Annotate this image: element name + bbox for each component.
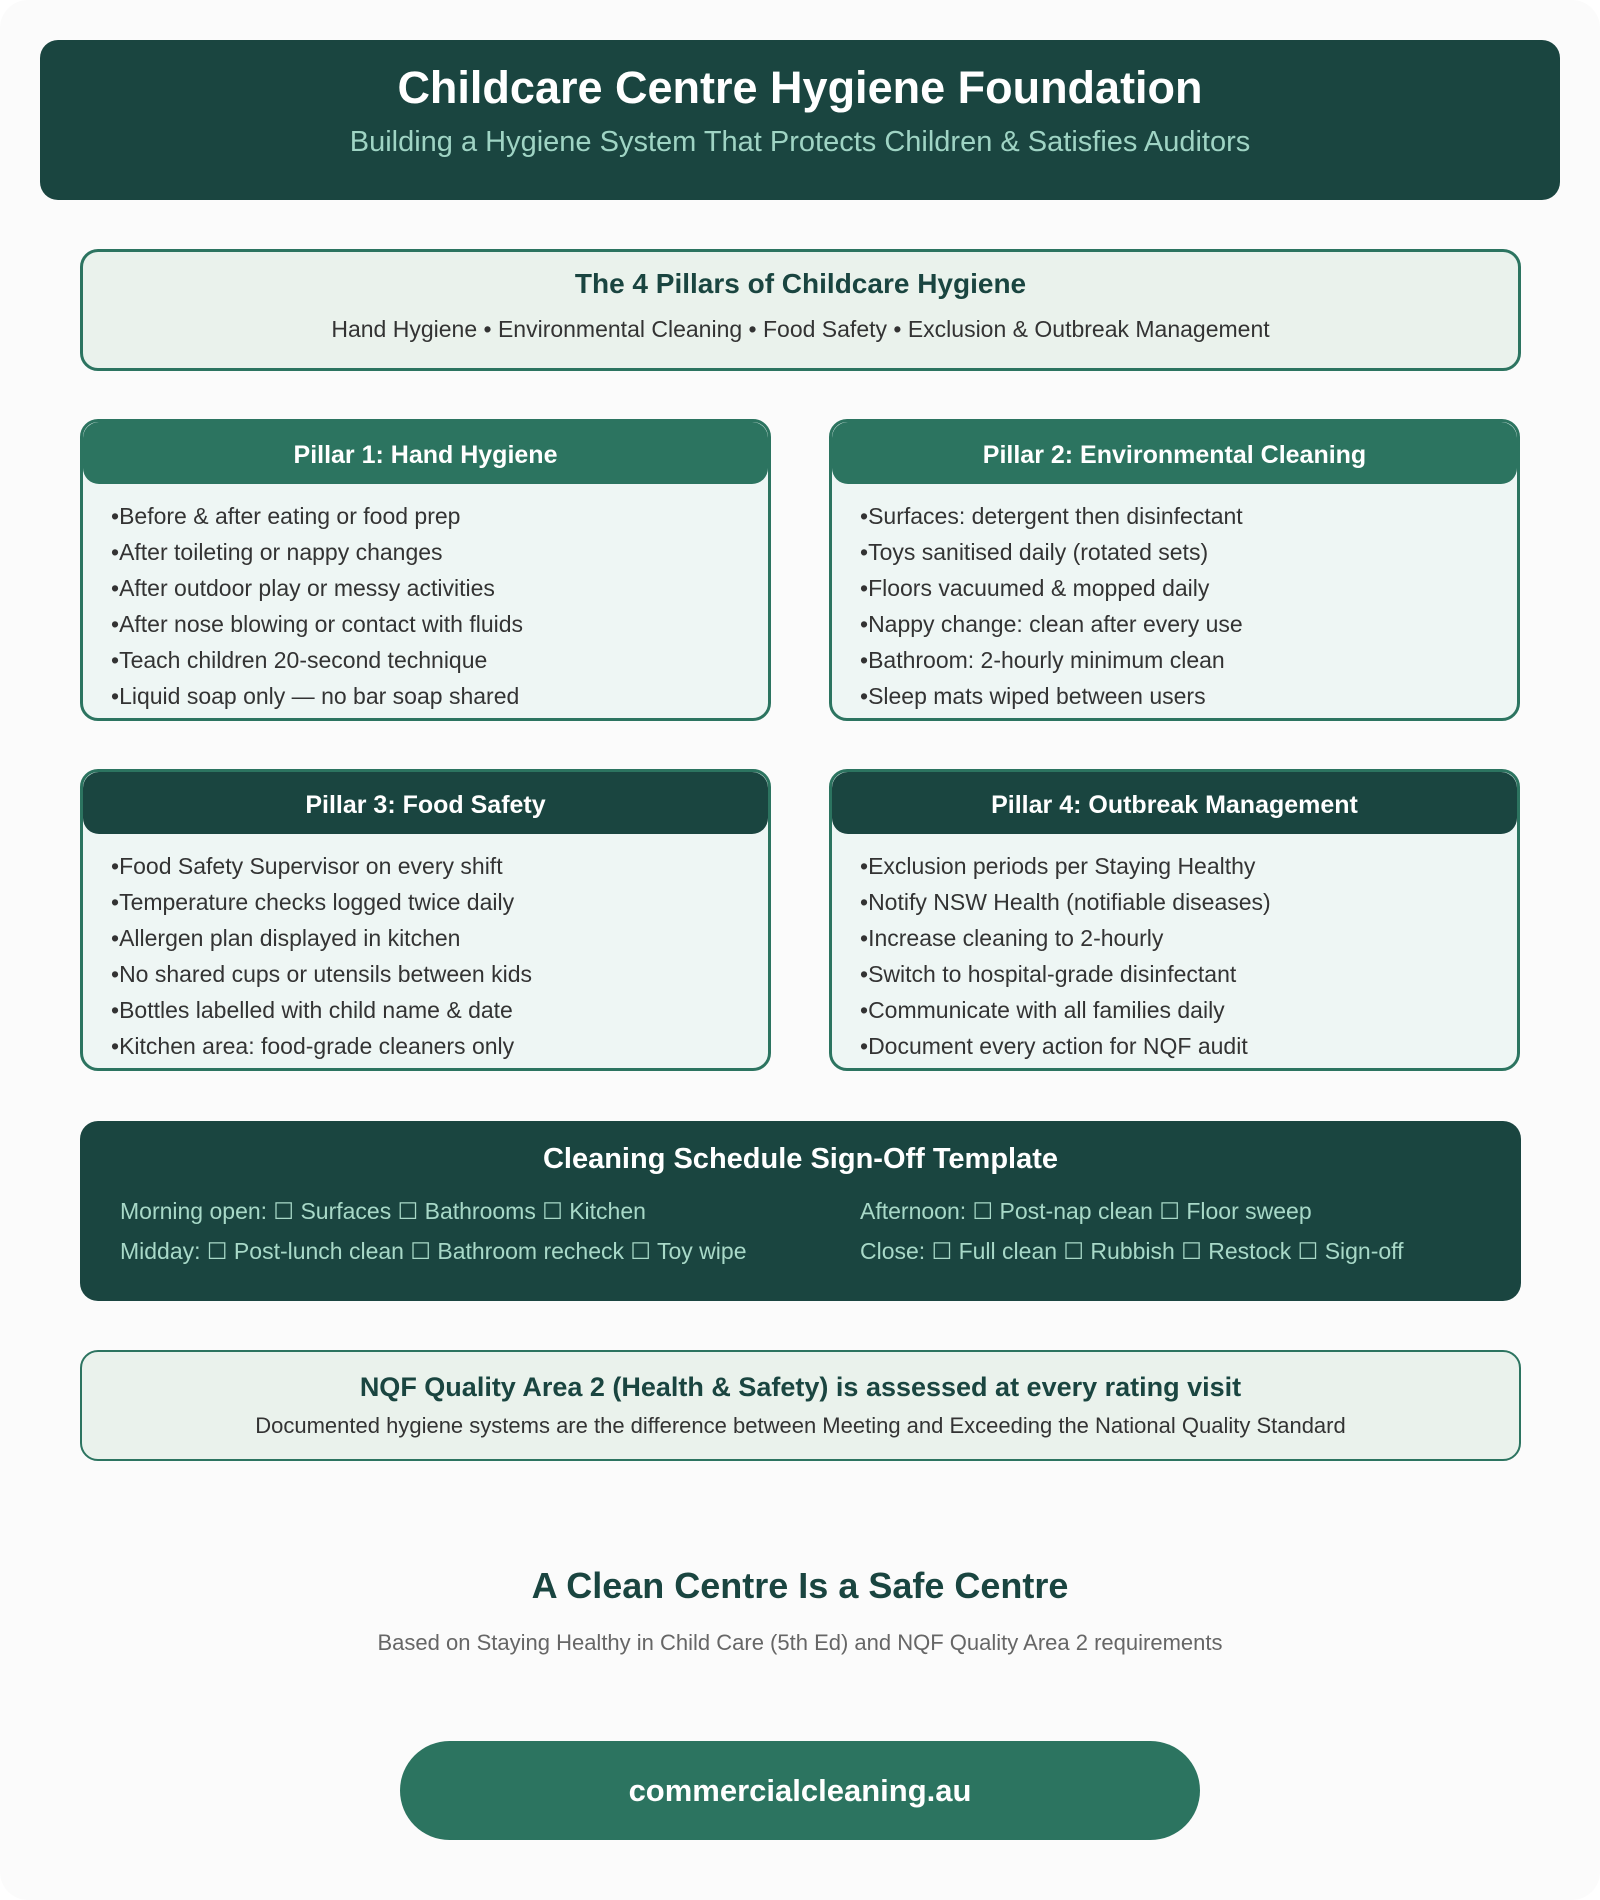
list-item: • Teach children 20-second technique (111, 642, 768, 678)
website-link-button[interactable]: commercialcleaning.au (400, 1741, 1200, 1840)
list-item: • Surfaces: detergent then disinfectant (860, 498, 1517, 534)
list-item: • Communicate with all families daily (860, 992, 1517, 1028)
schedule-close-row: Close: ☐ Full clean ☐ Rubbish ☐ Restock ☐ Sign-off (860, 1238, 1404, 1264)
schedule-title: Cleaning Schedule Sign-Off Template (542, 1143, 1059, 1175)
nqf-callout-title: NQF Quality Area 2 (Health & Safety) is assessed at every rating visit (359, 1372, 1242, 1402)
list-item: • Kitchen area: food-grade cleaners only (111, 1028, 768, 1064)
pillar-card-outbreak-management (829, 769, 1520, 1071)
pillars-summary-items: Hand Hygiene • Environmental Cleaning • Food Safety • Exclusion & Outbreak Management (331, 316, 1270, 342)
list-item: • No shared cups or utensils between kids (111, 956, 768, 992)
list-item: • Allergen plan displayed in kitchen (111, 920, 768, 956)
pillar-card-environmental-cleaning (829, 419, 1520, 721)
nqf-callout-box (80, 1350, 1521, 1461)
pillar-card-title: Pillar 1: Hand Hygiene (83, 422, 768, 484)
page-subtitle: Building a Hygiene System That Protects Children & Satisfies Auditors (349, 126, 1251, 158)
pillar-card-title: Pillar 2: Environmental Cleaning (832, 422, 1517, 484)
nqf-callout-text: Documented hygiene systems are the difference between Meeting and Exceeding the National Quality Standard (255, 1413, 1346, 1438)
list-item: • Food Safety Supervisor on every shift (111, 848, 768, 884)
list-item: • Exclusion periods per Staying Healthy (860, 848, 1517, 884)
list-item: • Bottles labelled with child name & date (111, 992, 768, 1028)
schedule-midday-row: Midday: ☐ Post-lunch clean ☐ Bathroom recheck ☐ Toy wipe (120, 1238, 747, 1264)
list-item: • Before & after eating or food prep (111, 498, 768, 534)
list-item: • Bathroom: 2-hourly minimum clean (860, 642, 1517, 678)
list-item: • Document every action for NQF audit (860, 1028, 1517, 1064)
list-item: • After toileting or nappy changes (111, 534, 768, 570)
list-item: • Switch to hospital-grade disinfectant (860, 956, 1517, 992)
list-item: • After nose blowing or contact with fluids (111, 606, 768, 642)
list-item: • Sleep mats wiped between users (860, 678, 1517, 714)
header-banner (40, 40, 1560, 200)
pillars-summary-box (80, 249, 1521, 371)
list-item: • Floors vacuumed & mopped daily (860, 570, 1517, 606)
list-item: • Toys sanitised daily (rotated sets) (860, 534, 1517, 570)
schedule-morning-row: Morning open: ☐ Surfaces ☐ Bathrooms ☐ Kitchen (120, 1198, 646, 1224)
pillar-card-hand-hygiene (80, 419, 771, 721)
pillar-card-title: Pillar 4: Outbreak Management (832, 772, 1517, 834)
list-item: • Nappy change: clean after every use (860, 606, 1517, 642)
schedule-afternoon-row: Afternoon: ☐ Post-nap clean ☐ Floor sweep (860, 1198, 1312, 1224)
cleaning-schedule-box (80, 1121, 1521, 1301)
pillar-card-title: Pillar 3: Food Safety (83, 772, 768, 834)
list-item: • Increase cleaning to 2-hourly (860, 920, 1517, 956)
closing-source-note: Based on Staying Healthy in Child Care (5th Ed) and NQF Quality Area 2 requirements (377, 1630, 1223, 1655)
list-item: • Liquid soap only — no bar soap shared (111, 678, 768, 714)
pillar-item-list (832, 484, 1517, 714)
page-title: Childcare Centre Hygiene Foundation (397, 62, 1203, 113)
pillar-card-food-safety (80, 769, 771, 1071)
list-item: • Temperature checks logged twice daily (111, 884, 768, 920)
pillars-summary-title: The 4 Pillars of Childcare Hygiene (574, 268, 1027, 299)
pillar-item-list (832, 834, 1517, 1064)
list-item: • Notify NSW Health (notifiable diseases) (860, 884, 1517, 920)
pillar-item-list (83, 834, 768, 1064)
pillar-item-list (83, 484, 768, 714)
list-item: • After outdoor play or messy activities (111, 570, 768, 606)
closing-heading: A Clean Centre Is a Safe Centre (531, 1565, 1069, 1606)
